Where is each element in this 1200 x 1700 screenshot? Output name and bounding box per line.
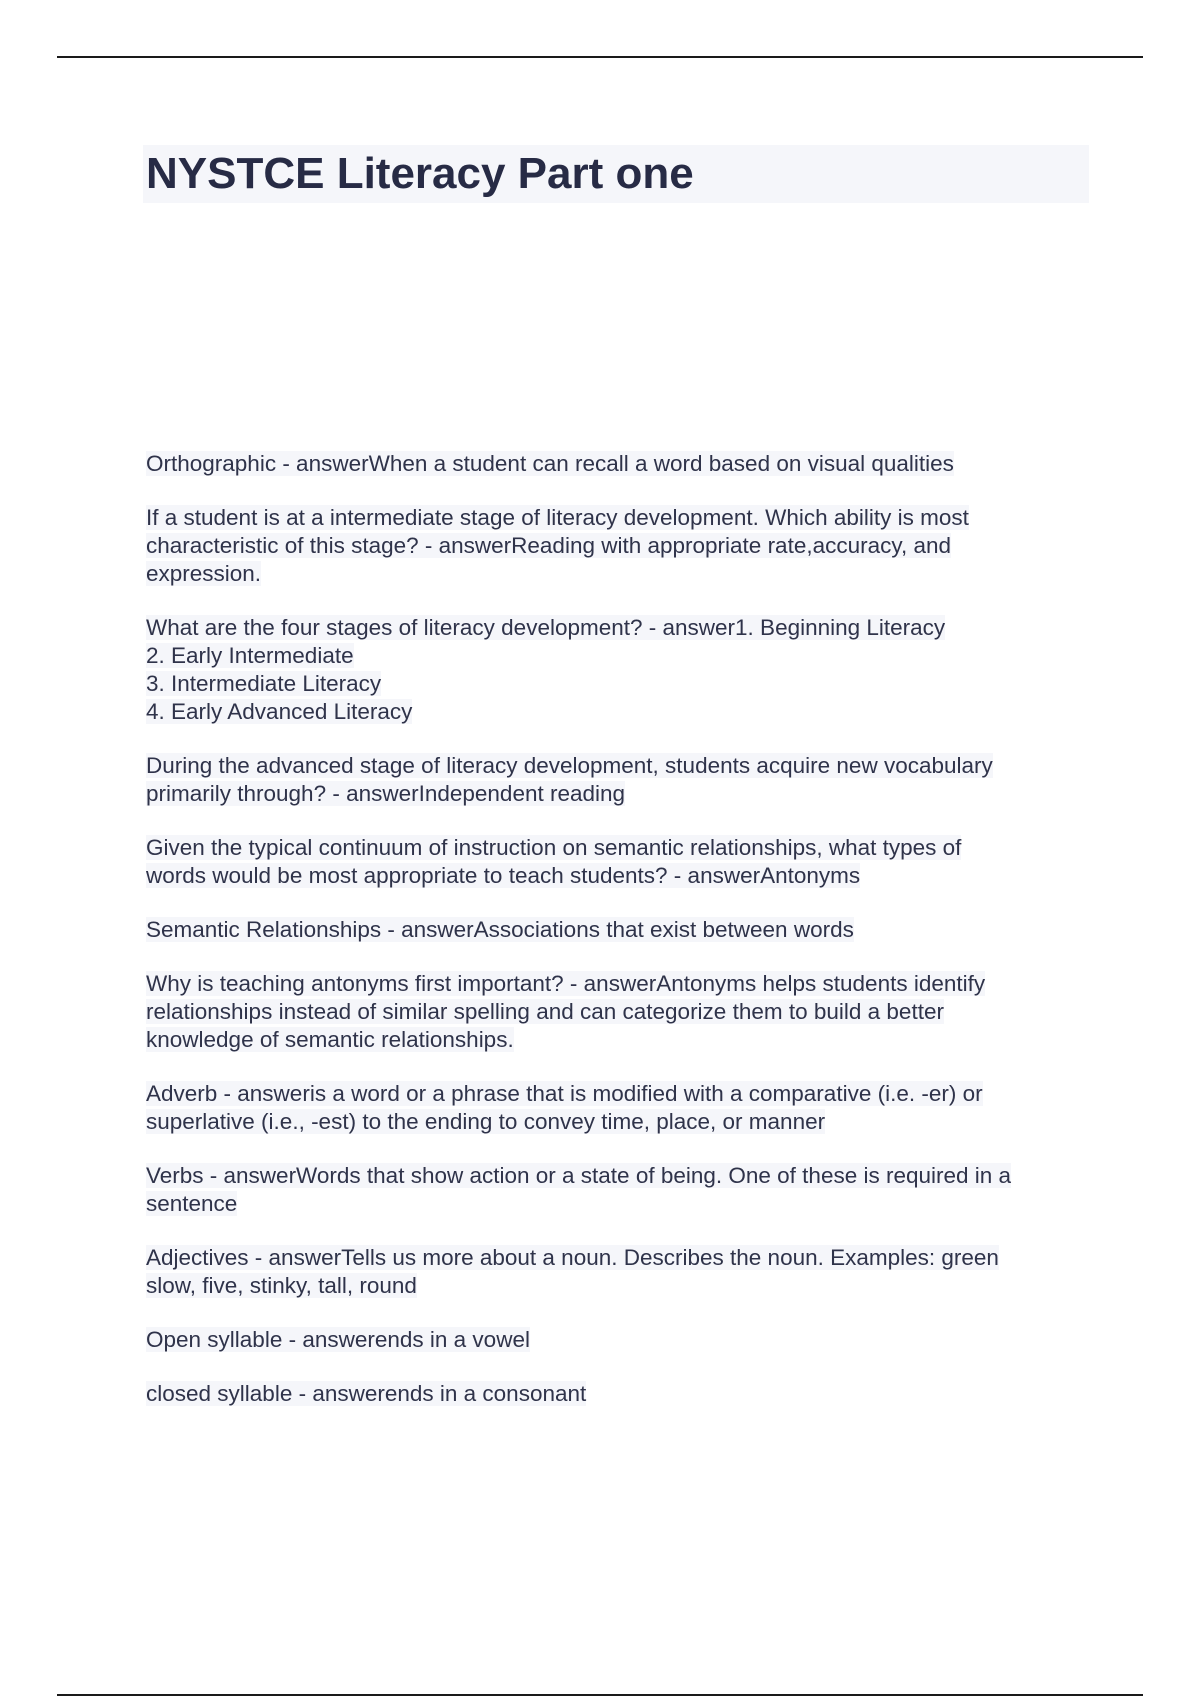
- qa-line: superlative (i.e., -est) to the ending to convey time, place, or manner: [146, 1109, 826, 1134]
- qa-line: Verbs - answerWords that show action or a state of being. One of these is required in a: [146, 1163, 1012, 1188]
- qa-line: If a student is at a intermediate stage of literacy development. Which ability is most: [146, 505, 969, 530]
- qa-line: Adverb - answeris a word or a phrase that is modified with a comparative (i.e. -er) or: [146, 1081, 983, 1106]
- qa-item-four-stages: [146, 614, 1096, 726]
- qa-line: 3. Intermediate Literacy: [146, 671, 382, 696]
- qa-line: relationships instead of similar spelling and can categorize them to build a better: [146, 999, 944, 1024]
- qa-line: Open syllable - answerends in a vowel: [146, 1327, 530, 1352]
- qa-item-open-syllable: [146, 1326, 1096, 1354]
- qa-line: Why is teaching antonyms first important? - answerAntonyms helps students identify: [146, 971, 986, 996]
- qa-item-closed-syllable: [146, 1380, 1096, 1408]
- header-rule: [57, 56, 1143, 58]
- qa-line: expression.: [146, 561, 262, 586]
- qa-line: Adjectives - answerTells us more about a noun. Describes the noun. Examples: green: [146, 1245, 999, 1270]
- page-title: NYSTCE Literacy Part one: [146, 149, 694, 198]
- qa-item-verbs: [146, 1162, 1096, 1218]
- qa-item-intermediate-stage: [146, 504, 1096, 588]
- qa-item-orthographic: [146, 450, 1096, 478]
- qa-line: slow, five, stinky, tall, round: [146, 1273, 417, 1298]
- qa-line: Semantic Relationships - answerAssociations that exist between words: [146, 917, 854, 942]
- qa-item-advanced-vocabulary: [146, 752, 1096, 808]
- qa-line: Given the typical continuum of instruction on semantic relationships, what types of: [146, 835, 962, 860]
- qa-line: During the advanced stage of literacy development, students acquire new vocabulary: [146, 753, 993, 778]
- qa-list: [146, 450, 1096, 1434]
- qa-line: primarily through? - answerIndependent reading: [146, 781, 626, 806]
- footer-rule: [57, 1694, 1143, 1696]
- qa-line: sentence: [146, 1191, 238, 1216]
- qa-item-semantic-continuum: [146, 834, 1096, 890]
- qa-line: words would be most appropriate to teach students? - answerAntonyms: [146, 863, 861, 888]
- qa-line: characteristic of this stage? - answerReading with appropriate rate,accuracy, and: [146, 533, 951, 558]
- qa-line: closed syllable - answerends in a consonant: [146, 1381, 587, 1406]
- qa-item-antonyms-first: [146, 970, 1096, 1054]
- qa-line: 4. Early Advanced Literacy: [146, 699, 413, 724]
- qa-item-adjectives: [146, 1244, 1096, 1300]
- qa-item-adverb: [146, 1080, 1096, 1136]
- qa-line: Orthographic - answerWhen a student can recall a word based on visual qualities: [146, 451, 954, 476]
- qa-line: What are the four stages of literacy development? - answer1. Beginning Literacy: [146, 615, 946, 640]
- qa-item-semantic-relationships: [146, 916, 1096, 944]
- qa-line: knowledge of semantic relationships.: [146, 1027, 514, 1052]
- qa-line: 2. Early Intermediate: [146, 643, 354, 668]
